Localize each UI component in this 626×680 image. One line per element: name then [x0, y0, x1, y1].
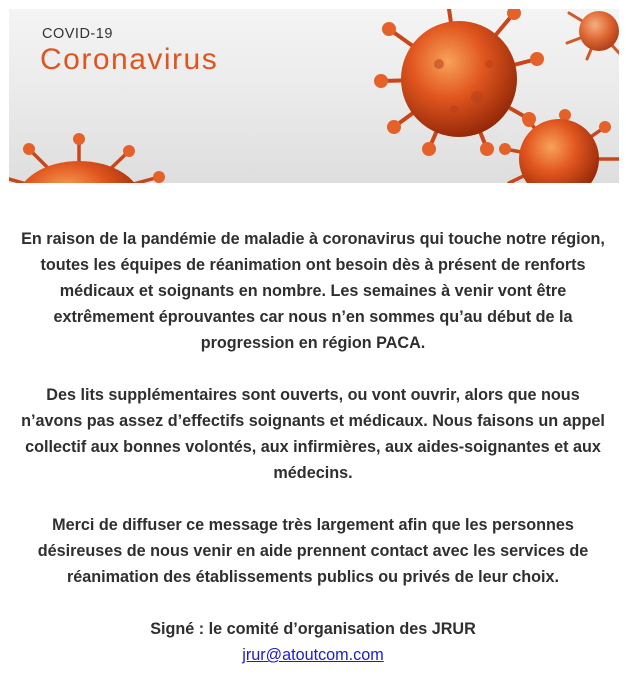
paragraph: Merci de diffuser ce message très largement afin que les personnes désireuses de nous venir en aide prennent contact avec les services de réanimation des établissements publics ou privés de leur choix. [37, 516, 589, 586]
paragraph: Des lits supplémentaires sont ouverts, ou vont ouvrir, alors que nous n’avons pas assez d’effectifs soignants et médicaux. Nous faisons un appel collectif aux bonnes volontés, aux infirmières, aux aides-soignantes et aux médecins. [21, 386, 605, 482]
virus-icon [9, 133, 165, 183]
banner-subtitle: COVID-19 [42, 26, 113, 42]
virus-icon [567, 11, 619, 59]
email-link[interactable]: jrur@atoutcom.com [242, 646, 384, 664]
paragraph: En raison de la pandémie de maladie à coronavirus qui touche notre région, toutes les équipes de réanimation ont besoin dès à présent de renforts médicaux et soignants en nombre. Les semaines à venir vont être extrêmement éprouvantes car nous n’en sommes qu’au début de la progression en région PACA. [21, 230, 605, 352]
message-body [14, 226, 612, 668]
signature: Signé : le comité d’organisation des JRUR [150, 620, 476, 638]
virus-icon [499, 109, 619, 183]
banner-title: Coronavirus [40, 43, 219, 76]
virus-icon [374, 9, 544, 156]
coronavirus-banner [9, 9, 619, 183]
